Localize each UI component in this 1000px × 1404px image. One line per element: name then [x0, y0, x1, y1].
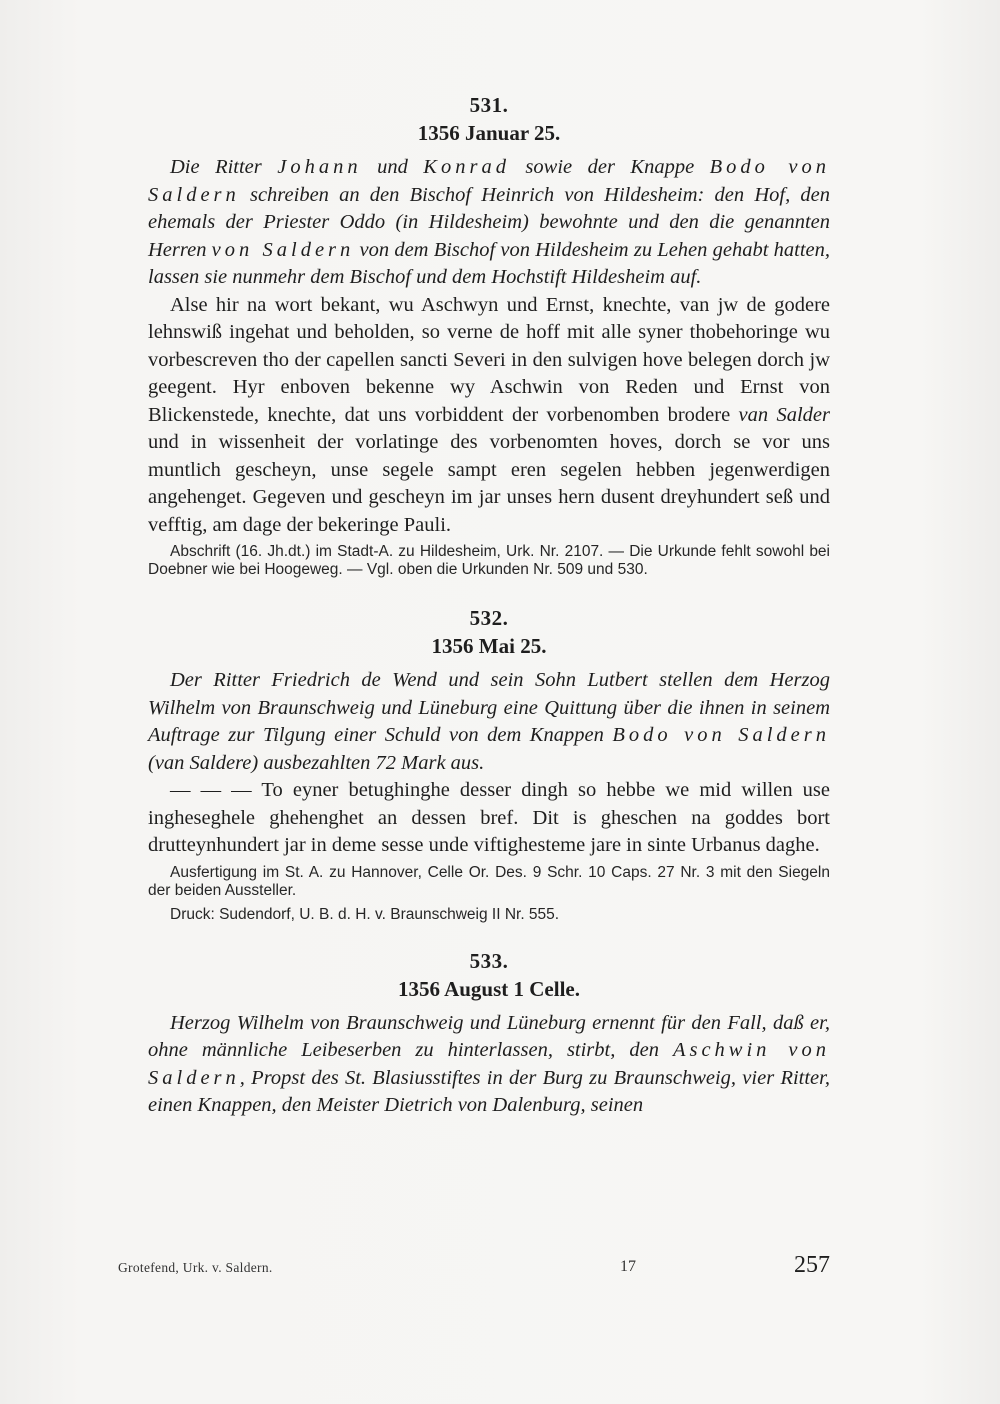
document-date: 1356 Januar 25. [417, 121, 561, 145]
text-part: Alse hir na wort bekant, wu Aschwyn und Ernst, knechte, van jw de godere lehnswiß ingehat und beholden, so verne de hoff mit alle syner thobehoringe wu vorbescreven tho der capellen sancti Severi in den sulvigen hove belegen dorch jw geegent. Hyr enboven bekenne wy Aschwin von Reden und Ernst von Blickenstede, knechte, dat uns vorbiddent der vorbenomben brodere [148, 293, 830, 426]
regest-part: Die Ritter [170, 156, 278, 178]
print-note: Druck: Sudendorf, U. B. d. H. v. Braunschweig II Nr. 555. [170, 905, 560, 923]
regest-part: (van Saldere) ausbezahlten 72 Mark aus. [148, 751, 485, 774]
spaced-name: Bodo von Saldern [148, 156, 831, 206]
regest-part: Herzog Wilhelm von Braunschweig und Lüneburg ernennt für den Fall, daß er, ohne männliche Leibeserben zu hinterlassen, stirbt, den [148, 1011, 830, 1061]
document-number: 532. [469, 606, 509, 630]
regest-part: schreiben an den Bischof Heinrich von Hildesheim: den Hof, den ehemals der Priester Oddo (in Hildesheim) bewohnte und den die genannten Herren [148, 183, 830, 261]
spaced-name: Konrad [423, 156, 510, 178]
main-column [148, 92, 830, 1120]
document-number: 531. [469, 93, 509, 117]
document-532 [148, 605, 830, 924]
regest [148, 1010, 830, 1120]
spacer [148, 924, 830, 948]
italic-name: van Salder [738, 403, 831, 426]
document-531 [148, 92, 830, 579]
document-533 [148, 948, 830, 1120]
page-number: 257 [794, 1252, 830, 1278]
page-footer [118, 1252, 830, 1282]
spaced-name: Johann [277, 156, 362, 178]
spaced-name: Bodo von Saldern [612, 724, 830, 746]
source-note: Abschrift (16. Jh.dt.) im Stadt-A. zu Hildesheim, Urk. Nr. 2107. — Die Urkunde fehlt sowohl bei Doebner wie bei Hoogeweg. — Vgl. oben die Urkunden Nr. 509 und 530. [148, 543, 830, 578]
text-part: und in wissenheit der vorlatinge des vorbenomten hoves, dorch se vor uns muntlich gescheyn, unse segele sampt eren segelen hebben jegenwerdigen angehenget. Gegeven und gescheyn im jar unses hern dusent dreyhundert seß und vefftig, am dage der bekeringe Pauli. [148, 431, 830, 536]
regest-part: sowie der Knappe [509, 156, 710, 178]
spacer [148, 579, 830, 605]
regest [148, 667, 830, 777]
document-number: 533. [469, 948, 509, 973]
document-text: — — — To eyner betughinghe desser dingh so hebbe we mid willen use ingheseghele ghehenghet an dessen bref. Dit is gheschen na goddes bort drutteynhundert jar in deme sesse unde viftighesteme jare in sinte Urbanus daghe. [148, 779, 830, 856]
footer-source: Grotefend, Urk. v. Saldern. [118, 1260, 273, 1275]
regest [148, 154, 830, 292]
document-date: 1356 Mai 25. [431, 634, 547, 658]
spaced-name: Aschwin von Saldern [148, 1039, 830, 1089]
signature-mark: 17 [620, 1258, 636, 1275]
source-note: Ausfertigung im St. A. zu Hannover, Celle Or. Des. 9 Schr. 10 Caps. 27 Nr. 3 mit den Siegeln der beiden Aussteller. [148, 863, 830, 899]
regest-part: und [361, 156, 424, 178]
spaced-name: von Saldern [211, 238, 355, 261]
document-date: 1356 August 1 Celle. [397, 976, 580, 1001]
regest-part: von dem Bischof von Hildesheim zu Lehen gehabt hatten, lassen sie nunmehr dem Bischof und dem Hochstift Hildesheim auf. [148, 238, 830, 288]
document-text [148, 292, 830, 540]
regest-part: Der Ritter Friedrich de Wend und sein Sohn Lutbert stellen dem Herzog Wilhelm von Braunschweig und Lüneburg eine Quittung über die ihnen in seinem Auftrage zur Tilgung einer Schuld von dem Knappen [148, 669, 830, 746]
regest-part: , Propst des St. Blasiusstiftes in der Burg zu Braunschweig, vier Ritter, einen Knappen, den Meister Dietrich von Dalenburg, seinen [148, 1066, 830, 1116]
